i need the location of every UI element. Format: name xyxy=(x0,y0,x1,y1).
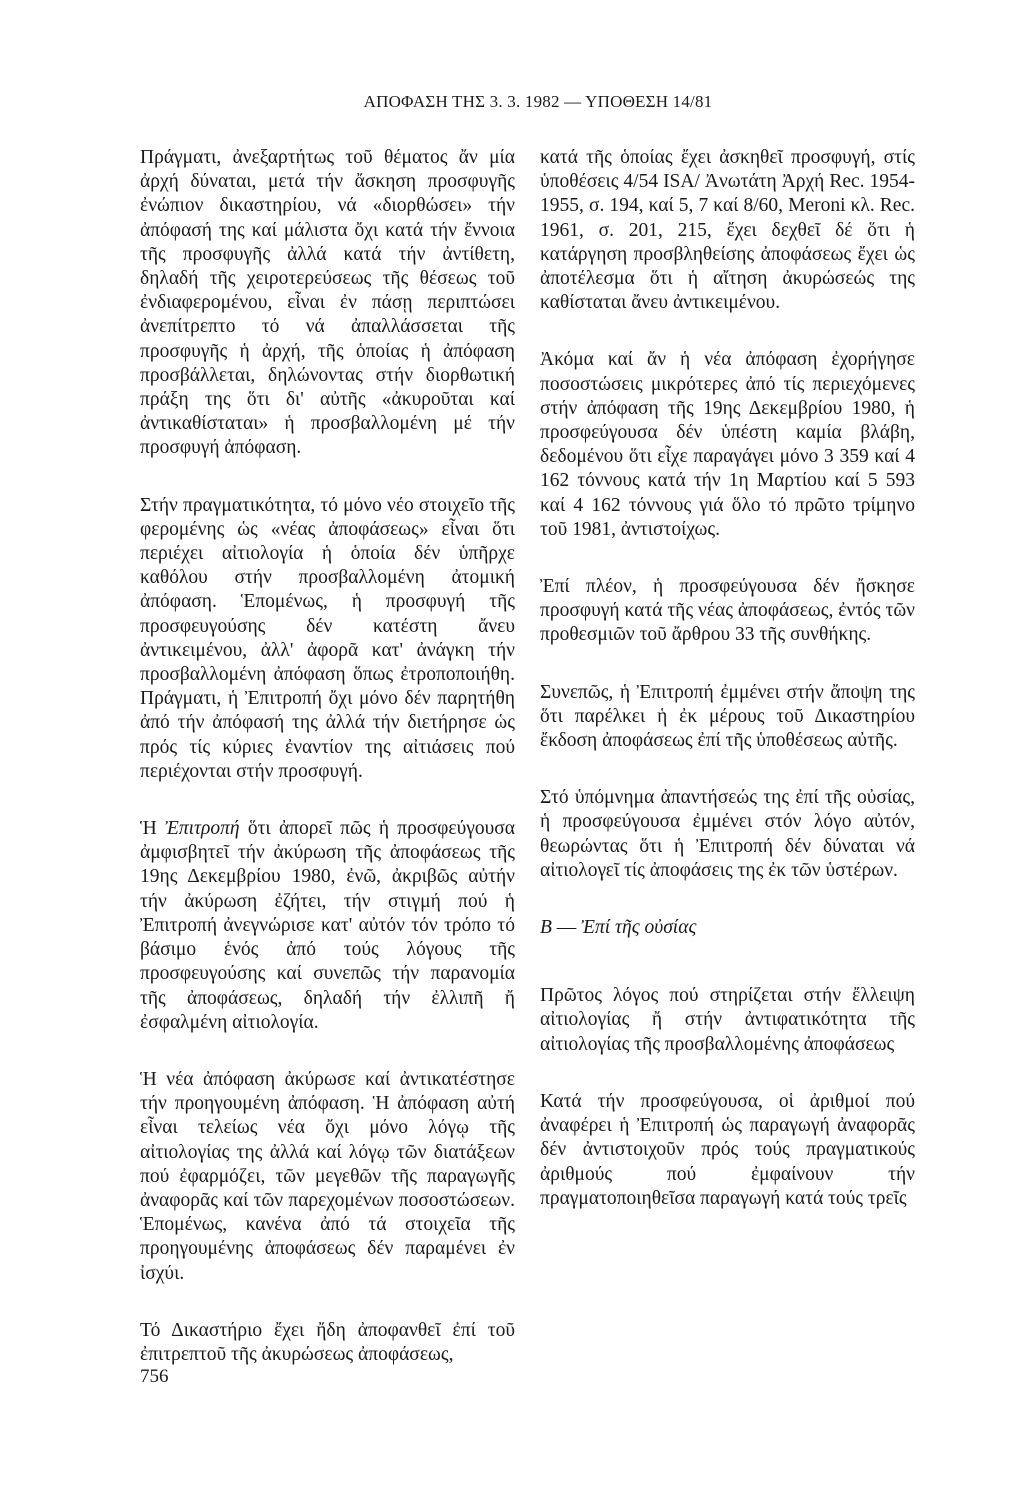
paragraph xyxy=(140,817,515,1035)
paragraph: Πρῶτος λόγος πού στηρίζεται στήν ἔλλειψη αἰτιολογίας ἤ στήν ἀντιφατικότητα τῆς αἰτιολογίας τῆς προσβαλλομένης ἀποφάσεως xyxy=(540,985,915,1055)
running-header: ΑΠΟΦΑΣΗ ΤΗΣ 3. 3. 1982 — ΥΠΟΘΕΣΗ 14/81 xyxy=(363,92,713,111)
right-column xyxy=(540,146,915,1244)
section-dash: — xyxy=(556,917,577,939)
left-column xyxy=(140,146,515,1400)
paragraph: Κατά τήν προσφεύγουσα, οἱ ἀριθμοί πού ἀναφέρει ἡ Ἐπιτροπή ὡς παραγωγή ἀναφορᾶς δέν ἀντιστοιχοῦν πρός τούς πραγματικούς ἀριθμούς πού ἐμφαίνουν τήν πραγματοποιηθεῖσα παραγωγή κατά τούς τρεῖς xyxy=(540,1090,915,1209)
paragraph: Ἐπί πλέον, ἡ προσφεύγουσα δέν ἤσκησε προσφυγή κατά τῆς νέας ἀποφάσεως, ἐντός τῶν προθεσμιῶν τοῦ ἄρθρου 33 τῆς συνθήκης. xyxy=(540,576,915,646)
paragraph: Πράγματι, ἀνεξαρτήτως τοῦ θέματος ἄν μία ἀρχή δύναται, μετά τήν ἄσκηση προσφυγῆς ἐνώπιον δικαστηρίου, νά «διορθώσει» τήν ἀπόφασή της καί μάλιστα ὄχι κατά τήν ἔννοια τῆς προσφυγῆς ἀλλά κατά τήν ἀντίθετη, δηλαδή τῆς χειροτερεύσεως τῆς θέσεως τοῦ ἐνδιαφερομένου, εἶναι ἐν πάσῃ περιπτώσει ἀνεπίτρεπτο τό νά ἀπαλλάσσεται τῆς προσφυγῆς ἡ ἀρχή, τῆς ὁποίας ἡ ἀπόφαση προσβάλλεται, δηλώνοντας στήν διορθωτική πράξη της ὅτι δι' αὐτῆς «ἀκυροῦται καί ἀντικαθίσταται» ἡ προσβαλλομένη μέ τήν προσφυγή ἀπόφαση. xyxy=(140,147,515,459)
paragraph: Συνεπῶς, ἡ Ἐπιτροπή ἐμμένει στήν ἄποψη της ὅτι παρέλκει ἡ ἐκ μέρους τοῦ Δικαστηρίου ἔκδοση ἀποφάσεως ἐπί τῆς ὑποθέσεως αὐτῆς. xyxy=(540,681,915,752)
section-heading xyxy=(540,916,915,940)
paragraph: κατά τῆς ὁποίας ἔχει ἀσκηθεῖ προσφυγή, στίς ὑποθέσεις 4/54 ISA/ Ἀνωτάτη Ἀρχή Rec. 1954-1955, σ. 194, καί 5, 7 καί 8/60, Meroni κλ. Rec. 1961, σ. 201, 215, ἔχει δεχθεῖ δέ ὅτι ἡ κατάργηση προσβληθείσης ἀποφάσεως ἔχει ὡς ἀποτέλεσμα ὅτι ἡ αἴτηση ἀκυρώσεώς της καθίσταται ἄνευ ἀντικειμένου. xyxy=(540,147,915,314)
paragraph-body: ὅτι ἀπορεῖ πῶς ἡ προσφεύγουσα ἀμφισβητεῖ τήν ἀκύρωση τῆς ἀποφάσεως τῆς 19ης Δεκεμβρίου 1980, ἐνῶ, ἀκριβῶς αὐτήν τήν ἀκύρωση ἐζήτει, τήν στιγμή πού ἡ Ἐπιτροπή ἀνεγνώρισε κατ' αὐτόν τόν τρόπο τό βάσιμο ἑνός ἀπό τούς λόγους τῆς προσφευγούσης καί συνεπῶς τήν παρανομία τῆς ἀποφάσεως, δηλαδή τήν ἐλλιπῆ ἤ ἐσφαλμένη αἰτιολογία. xyxy=(140,818,515,1033)
paragraph: Τό Δικαστήριο ἔχει ἤδη ἀποφανθεῖ ἐπί τοῦ ἐπιτρεπτοῦ τῆς ἀκυρώσεως ἀποφάσεως, xyxy=(140,1319,515,1365)
paragraph: Στήν πραγματικότητα, τό μόνο νέο στοιχεῖο τῆς φερομένης ὡς «νέας ἀποφάσεως» εἶναι ὅτι περιέχει αἰτιολογία ἡ ὁποία δέν ὑπῆρχε καθόλου στήν προσβαλλομένη ἀτομική ἀπόφαση. Ἑπομένως, ἡ προσφυγή τῆς προσφευγούσης δέν κατέστη ἄνευ ἀντικειμένου, ἀλλ' ἀφορᾶ κατ' ἀνάγκη τήν προσβαλλομένη ἀπόφαση ὅπως ἐτροποποιήθη. Πράγματι, ἡ Ἐπιτροπή ὄχι μόνο δέν παρητήθη ἀπό τήν ἀπόφασή της ἀλλά τήν διετήρησε ὡς πρός τίς κύριες ἐναντίον της αἰτιάσεις πού περιέχονται στήν προσφυγή. xyxy=(140,494,515,782)
paragraph-lead: Ἡ xyxy=(140,818,157,840)
page-number: 756 xyxy=(140,1366,169,1387)
paragraph: Ἀκόμα καί ἄν ἡ νέα ἀπόφαση ἐχορήγησε ποσοστώσεις μικρότερες ἀπό τίς περιεχόμενες στήν ἀπόφαση τῆς 19ης Δεκεμβρίου 1980, ἡ προσφεύγουσα δέν ὑπέστη καμία βλάβη, δεδομένου ὅτι εἶχε παραγάγει μόνο 3 359 καί 4 162 τόννους κατά τήν 1η Μαρτίου καί 5 593 καί 4 162 τόννους γιά ὅλο τό πρῶτο τρίμηνο τοῦ 1981, ἀντιστοίχως. xyxy=(540,349,915,540)
emphasized-name: Ἐπιτροπή xyxy=(165,818,240,840)
section-title: Ἐπί τῆς οὐσίας xyxy=(581,917,697,939)
paragraph: Ἡ νέα ἀπόφαση ἀκύρωσε καί ἀντικατέστησε τήν προηγουμένη ἀπόφαση. Ἡ ἀπόφαση αὐτή εἶναι τελείως νέα ὄχι μόνο λόγῳ τῆς αἰτιολογίας της ἀλλά καί λόγῳ τῶν διατάξεων πού ἐφαρμόζει, τῶν μεγεθῶν τῆς παραγωγῆς ἀναφορᾶς καί τῶν παρεχομένων ποσοστώσεων. Ἑπομένως, κανένα ἀπό τά στοιχεῖα τῆς προηγουμένης ἀποφάσεως δέν παραμένει ἐν ἰσχύι. xyxy=(140,1068,515,1284)
section-letter: B xyxy=(540,917,552,939)
paragraph: Στό ὑπόμνημα ἀπαντήσεώς της ἐπί τῆς οὐσίας, ἡ προσφεύγουσα ἐμμένει στόν λόγο αὐτόν, θεωρώντας ὅτι ἡ Ἐπιτροπή δέν δύναται νά αἰτιολογεῖ τίς ἀποφάσεις της ἐκ τῶν ὑστέρων. xyxy=(540,787,915,881)
